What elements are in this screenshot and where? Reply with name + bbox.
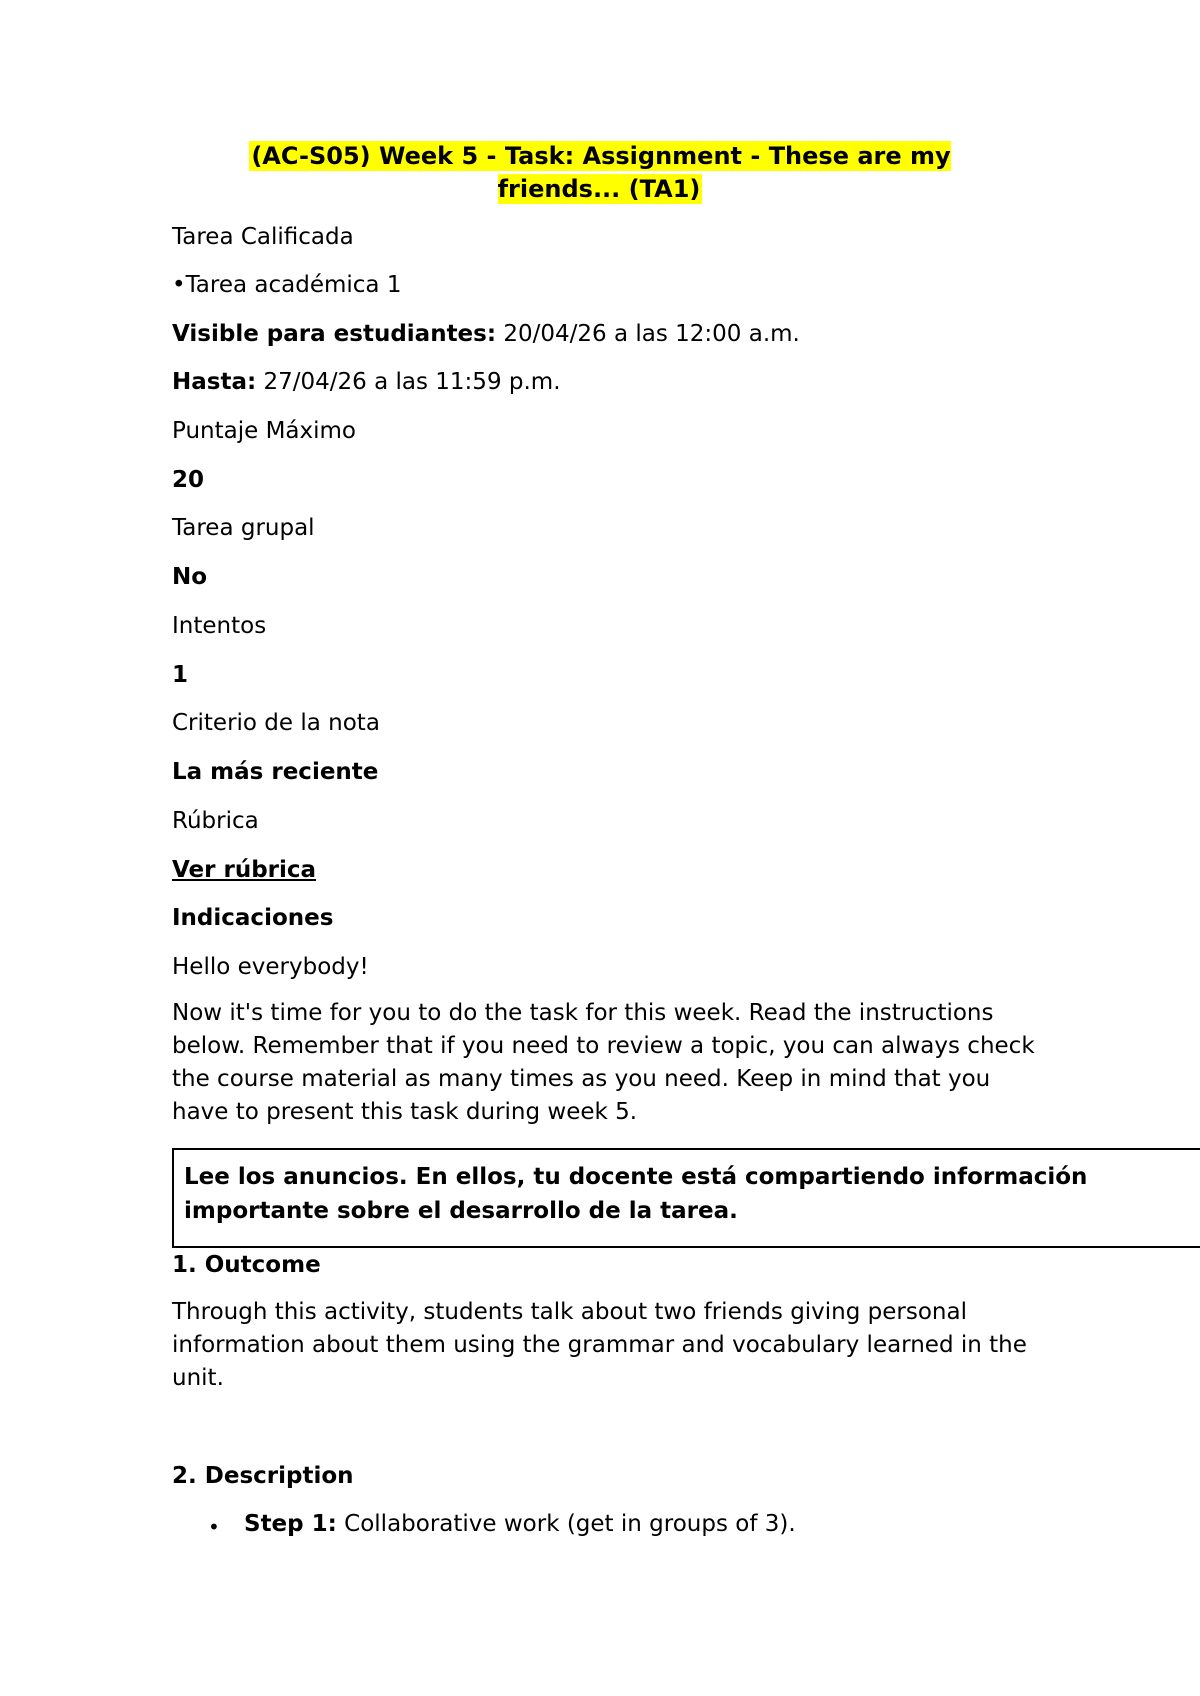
academic-task: •Tarea académica 1: [172, 272, 402, 298]
group-task-value: No: [172, 564, 208, 590]
intro-paragraph: Now it's time for you to do the task for this week. Read the instructions below. Remember that if you need to review a topic, you can always check the course material as many times as you need. Keep in mind that you have to present this task during week 5.: [172, 1000, 1035, 1125]
attempts-value: 1: [172, 662, 189, 688]
visible-label: Visible para estudiantes:: [172, 321, 497, 347]
until-value: 27/04/26 a las 11:59 p.m.: [256, 369, 561, 395]
grade-criteria-value: La más reciente: [172, 759, 379, 785]
until-label: Hasta:: [172, 369, 257, 395]
due-date-row: [172, 367, 561, 397]
outcome-text: Through this activity, students talk about two friends giving personal information about them using the grammar and vocabulary learned in the unit.: [172, 1299, 1027, 1391]
visible-date-row: [172, 319, 800, 349]
max-score-value: 20: [172, 467, 205, 493]
step-1-item: [244, 1509, 796, 1539]
step-1-text: Collaborative work (get in groups of 3).: [336, 1511, 796, 1537]
bullet-icon: •: [208, 1515, 220, 1539]
title-highlight: (AC-S05) Week 5 - Task: Assignment - These are my friends... (TA1): [251, 142, 951, 203]
notice-box: [172, 1148, 1200, 1248]
step-1-label: Step 1:: [244, 1511, 337, 1537]
greeting: Hello everybody!: [172, 954, 369, 980]
document-title: [200, 140, 1000, 206]
group-task-label: Tarea grupal: [172, 515, 315, 541]
rubric-link[interactable]: Ver rúbrica: [172, 857, 317, 883]
task-type: Tarea Calificada: [172, 224, 354, 250]
attempts-label: Intentos: [172, 613, 267, 639]
notice-text: Lee los anuncios. En ellos, tu docente está compartiendo información importante sobre el desarrollo de la tarea.: [184, 1164, 1088, 1224]
outcome-heading: 1. Outcome: [172, 1252, 321, 1278]
visible-value: 20/04/26 a las 12:00 a.m.: [496, 321, 800, 347]
grade-criteria-label: Criterio de la nota: [172, 710, 380, 736]
max-score-label: Puntaje Máximo: [172, 418, 356, 444]
description-heading: 2. Description: [172, 1463, 354, 1489]
rubric-label: Rúbrica: [172, 808, 259, 834]
instructions-heading: Indicaciones: [172, 905, 334, 931]
